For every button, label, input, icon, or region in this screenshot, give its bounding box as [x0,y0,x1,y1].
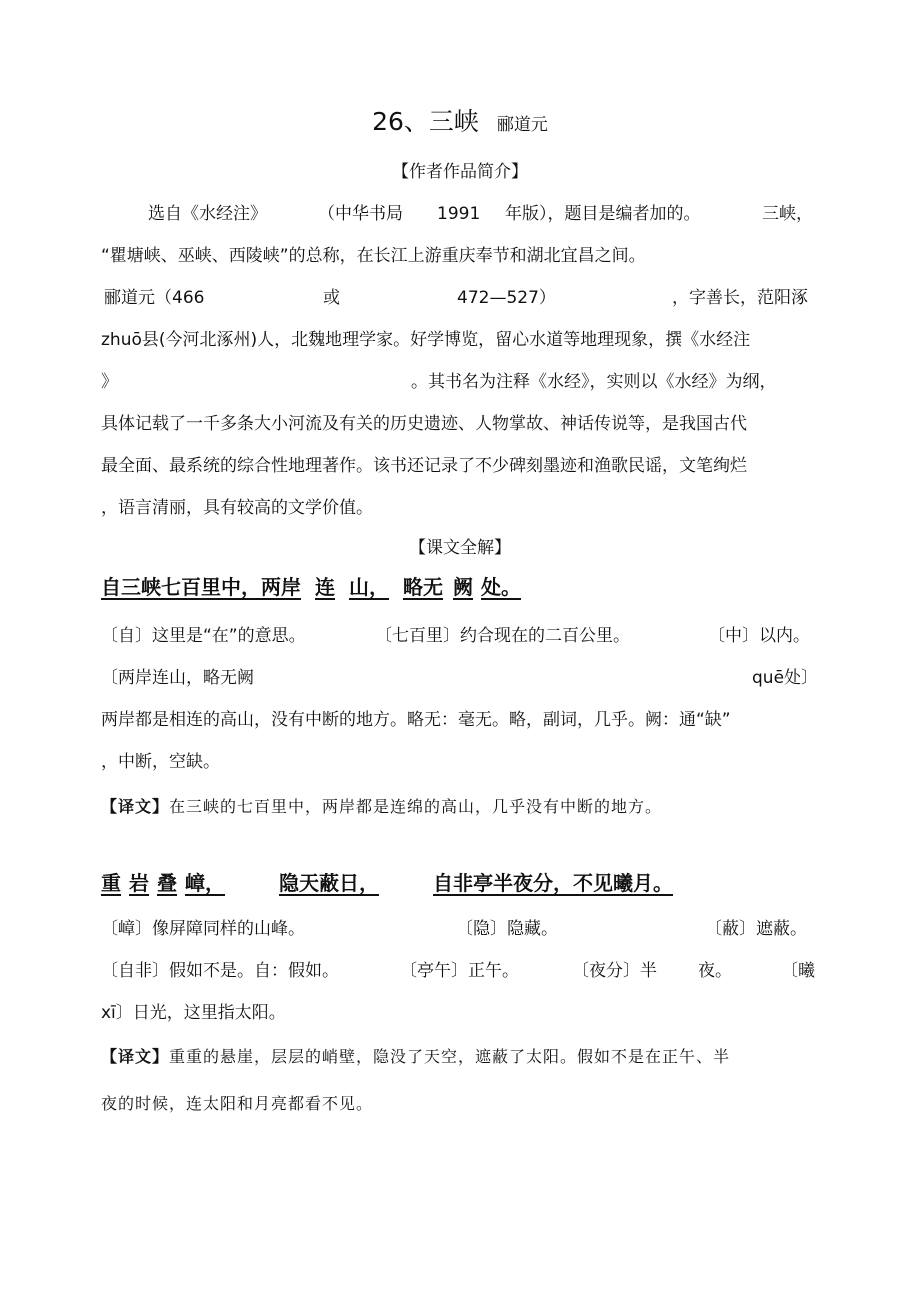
passage-segment: 岩 [129,871,149,895]
lesson-title: 26、三峡 [372,107,479,136]
passage-segment: 自非亭半夜分，不见曦月。 [433,871,673,895]
author-name: 郦道元 [496,115,548,135]
intro-text: ，语言清丽，具有较高的文学价值。 [101,498,373,518]
document-title [0,102,920,138]
annotation: 〔七百里〕约合现在的二百公里。 [375,626,630,646]
annotation: xī〕日光，这里指太阳。 [101,1003,286,1023]
passage-segment: 山， [349,575,389,599]
passage-segment: 嶂， [185,871,225,895]
intro-text: （中华书局 [318,204,403,224]
intro-text: 1991 [437,204,481,224]
passage-segment: 阙 [453,575,473,599]
intro-text: “瞿塘峡、巫峡、西陵峡”的总称，在长江上游重庆奉节和湖北宜昌之间。 [101,246,646,266]
translation-label: 【译文】 [101,797,170,816]
annotation: 〔夜分〕半 [572,961,657,981]
intro-text: 三峡， [762,204,813,224]
passage-2-translation-cont: 夜的时候，连太阳和月亮都看不见。 [101,1094,374,1113]
annotation: 〔蔽〕遮蔽。 [705,919,807,939]
intro-text: zhuō县(今河北涿州)人，北魏地理学家。好学博览，留心水道等地理现象，撰《水经注 [101,330,751,350]
annotation: ，中断，空缺。 [101,752,220,772]
passage-segment: 连 [315,575,335,599]
passage-1-text [101,575,521,599]
annotation: 〔自非〕假如不是。自：假如。 [101,961,339,981]
annotation: 两岸都是相连的高山，没有中断的地方。略无：毫无。略，副词，几乎。阙：通“缺” [101,710,731,730]
intro-text: 》 [101,372,118,392]
intro-text: 具体记载了一千多条大小河流及有关的历史遗迹、人物掌故、神话传说等，是我国古代 [101,414,747,434]
passage-segment: 隐天蔽日， [279,871,379,895]
passage-2-translation [101,1045,730,1069]
passage-2-text [101,871,673,895]
intro-text: 年版），题目是编者加的。 [505,204,701,224]
passage-1-translation [101,795,662,819]
annotation: 〔自〕这里是“在”的意思。 [101,626,306,646]
annotation: 夜。 [698,961,732,981]
annotation: 〔曦 [781,961,815,981]
annotation: 〔嶂〕像屏障同样的山峰。 [101,919,305,939]
annotation: 〔隐〕隐藏。 [456,919,558,939]
passage-segment: 自三峡七百里中，两岸 [101,575,301,599]
intro-text: 最全面、最系统的综合性地理著作。该书还记录了不少碑刻墨迹和渔歌民谣，文笔绚烂 [101,456,747,476]
annotation: 〔亭午〕正午。 [400,961,519,981]
translation-text: 在三峡的七百里中，两岸都是连绵的高山，几乎没有中断的地方。 [169,797,663,816]
passage-segment: 略无 [403,575,443,599]
section-heading-author-intro: 【作者作品简介】 [392,162,528,182]
annotation: quē处〕 [752,668,819,688]
intro-text: 472—527） [457,288,556,308]
intro-text: 郦道元（466 [104,288,205,308]
passage-segment: 叠 [157,871,177,895]
annotation: 〔中〕以内。 [708,626,810,646]
intro-text: 。其书名为注释《水经》，实则以《水经》为纲， [411,372,777,392]
intro-text: 选自《水经注》 [148,204,267,224]
translation-label: 【译文】 [101,1047,170,1066]
section-heading-text-explanation: 【课文全解】 [409,538,511,558]
annotation: 〔两岸连山，略无阙 [101,668,254,688]
intro-text: ，字善长，范阳涿 [672,288,808,308]
intro-text: 或 [323,288,340,308]
translation-text: 重重的悬崖，层层的峭壁，隐没了天空，遮蔽了太阳。假如不是在正午、半 [169,1047,731,1066]
passage-segment: 重 [101,871,121,895]
passage-segment: 处。 [481,575,521,599]
